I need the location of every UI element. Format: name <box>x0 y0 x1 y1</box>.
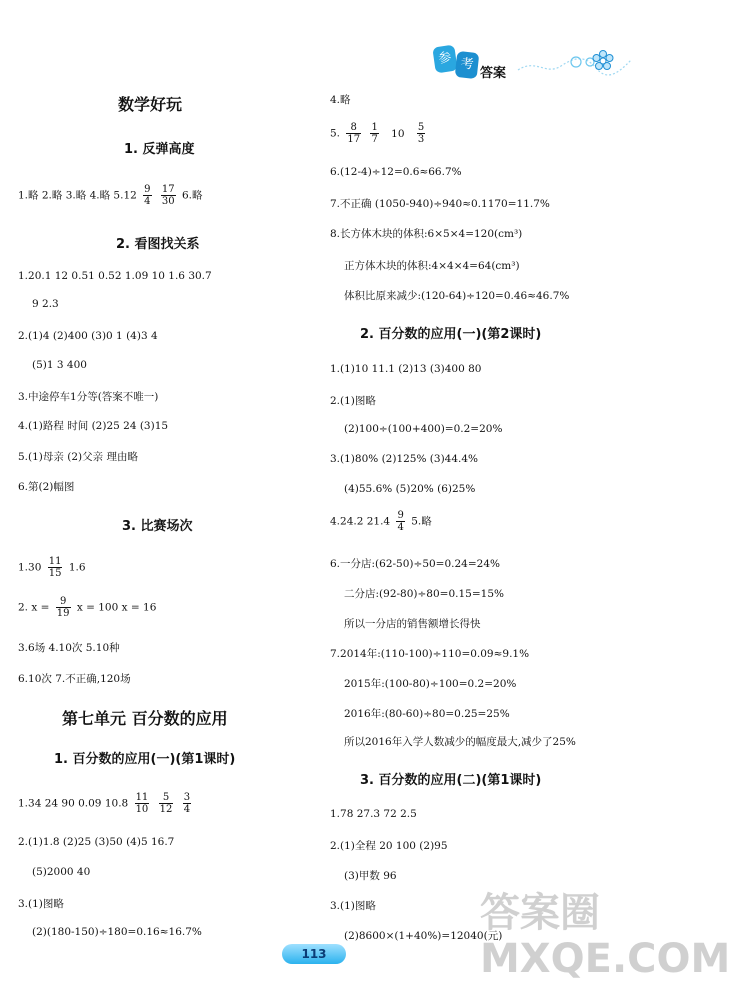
page-number: 113 <box>282 944 346 964</box>
page-header <box>430 44 660 84</box>
answer-line: 6.第(2)幅图 <box>18 481 75 493</box>
fraction <box>56 596 71 619</box>
answer-line <box>330 510 432 533</box>
answer-line: (5)1 3 400 <box>32 359 87 371</box>
answer-text: x = 100 x = 16 <box>76 601 157 614</box>
answer-line: 6.(12-4)÷12=0.6≈66.7% <box>330 166 462 178</box>
answer-line: 3.(1)图略 <box>18 898 64 910</box>
answer-line: 所以一分店的销售额增长得快 <box>344 618 481 630</box>
answer-line <box>18 184 202 207</box>
numerator: 11 <box>135 792 149 803</box>
answer-text: 2. x = <box>18 601 50 614</box>
denominator: 30 <box>161 196 175 207</box>
answer-line: (5)2000 40 <box>32 866 91 878</box>
answer-line <box>18 792 194 815</box>
answer-line: 8.长方体木块的体积:6×5×4=120(cm³) <box>330 228 523 240</box>
answer-text: 1.34 24 90 0.09 10.8 <box>18 797 129 810</box>
answer-line: (2)(180-150)÷180=0.16≈16.7% <box>32 926 202 938</box>
flower-icon <box>592 50 614 72</box>
answer-line: 所以2016年入学人数减少的幅度最大,减少了25% <box>344 736 576 748</box>
fraction <box>346 122 361 145</box>
swirl-decoration-icon <box>516 48 636 78</box>
answer-line: (2)100÷(100+400)=0.2=20% <box>344 423 503 435</box>
denominator: 7 <box>371 134 378 145</box>
answer-text: 5.略 <box>411 515 432 528</box>
numerator: 1 <box>371 122 378 133</box>
fraction <box>370 122 378 145</box>
answer-line: 1.78 27.3 72 2.5 <box>330 808 417 820</box>
answer-text: 1.略 2.略 3.略 4.略 5.12 <box>18 189 137 202</box>
answer-line: 6.一分店:(62-50)÷50=0.24=24% <box>330 558 500 570</box>
answer-line: 5.(1)母亲 (2)父亲 理由略 <box>18 451 138 463</box>
answer-line: 2.(1)1.8 (2)25 (3)50 (4)5 16.7 <box>18 836 175 848</box>
numerator: 11 <box>48 556 62 567</box>
answer-line: 2015年:(100-80)÷100=0.2=20% <box>344 678 517 690</box>
section-title-math-fun: 数学好玩 <box>118 95 183 114</box>
fraction <box>183 792 191 815</box>
answer-line: 1.(1)10 11.1 (2)13 (3)400 80 <box>330 363 482 375</box>
denominator: 4 <box>144 196 151 207</box>
answer-line <box>330 122 428 145</box>
answer-line: 3.中途停车1分等(答案不唯一) <box>18 391 159 403</box>
numerator: 3 <box>183 792 191 803</box>
answer-line: (4)55.6% (5)20% (6)25% <box>344 483 476 495</box>
fraction <box>135 792 150 815</box>
answer-text: 1.30 <box>18 561 42 574</box>
denominator: 4 <box>397 522 404 533</box>
denominator: 17 <box>347 134 361 145</box>
numerator: 17 <box>161 184 175 195</box>
section-heading-percent-app-1: 1. 百分数的应用(一)(第1课时) <box>54 752 236 767</box>
answer-line: 3.(1)80% (2)125% (3)44.4% <box>330 453 479 465</box>
answer-line: 体积比原来减少:(120-64)÷120=0.46≈46.7% <box>344 290 570 302</box>
header-badge-1: 参 <box>432 45 457 74</box>
answer-text: 1.6 <box>68 561 86 574</box>
section-heading-match-count: 3. 比赛场次 <box>122 519 193 534</box>
answer-line: 6.10次 7.不正确,120场 <box>18 673 131 685</box>
fraction <box>396 510 404 533</box>
answer-text: 5. <box>330 127 341 140</box>
answer-text: 4.24.2 21.4 <box>330 515 391 528</box>
fraction <box>159 792 174 815</box>
answer-line <box>18 596 156 619</box>
fraction <box>161 184 176 207</box>
numerator: 5 <box>417 122 425 133</box>
numerator: 9 <box>397 510 404 521</box>
header-badge-2: 考 <box>455 51 480 79</box>
denominator: 12 <box>159 804 173 815</box>
denominator: 3 <box>417 134 425 145</box>
answer-text: 10 <box>391 127 405 140</box>
answer-line: (3)甲数 96 <box>344 870 397 882</box>
section-heading-graph-relations: 2. 看图找关系 <box>116 237 200 252</box>
answer-line: 3.(1)图略 <box>330 900 376 912</box>
numerator: 8 <box>346 122 361 134</box>
numerator: 9 <box>144 184 151 195</box>
denominator: 4 <box>183 804 191 815</box>
header-title: 答案 <box>480 66 507 81</box>
answer-line: 2.(1)图略 <box>330 395 376 407</box>
fraction <box>48 556 63 579</box>
numerator: 5 <box>159 792 174 804</box>
answer-line: 4.略 <box>330 94 351 106</box>
answer-line: 2.(1)全程 20 100 (2)95 <box>330 840 448 852</box>
fraction <box>417 122 425 145</box>
fraction <box>143 184 151 207</box>
answer-line: 3.6场 4.10次 5.10种 <box>18 642 120 654</box>
numerator: 9 <box>56 596 71 608</box>
answer-line: 二分店:(92-80)÷80=0.15=15% <box>344 588 504 600</box>
section-heading-bounce-height: 1. 反弹高度 <box>124 142 195 157</box>
answer-line: (2)8600×(1+40%)=12040(元) <box>344 930 503 942</box>
unit-title: 第七单元 百分数的应用 <box>62 709 228 728</box>
answer-line: 7.2014年:(110-100)÷110=0.09≈9.1% <box>330 648 530 660</box>
section-heading-percent-app-2: 2. 百分数的应用(一)(第2课时) <box>360 327 542 342</box>
denominator: 15 <box>48 568 62 579</box>
answer-line <box>18 556 86 579</box>
answer-line: 7.不正确 (1050-940)÷940≈0.1170=11.7% <box>330 198 550 210</box>
watermark-logo: 答案圈 MXQE.COM <box>480 890 730 982</box>
answer-text: 6.略 <box>181 189 203 202</box>
answer-line: 正方体木块的体积:4×4×4=64(cm³) <box>344 260 520 272</box>
answer-line: 2.(1)4 (2)400 (3)0 1 (4)3 4 <box>18 330 158 342</box>
denominator: 10 <box>135 804 149 815</box>
denominator: 19 <box>56 608 70 619</box>
section-heading-percent-app-3: 3. 百分数的应用(二)(第1课时) <box>360 773 542 788</box>
answer-line: 2016年:(80-60)÷80=0.25=25% <box>344 708 510 720</box>
answer-line: 4.(1)路程 时间 (2)25 24 (3)15 <box>18 420 169 432</box>
answer-line: 9 2.3 <box>32 298 59 310</box>
answer-line: 1.20.1 12 0.51 0.52 1.09 10 1.6 30.7 <box>18 270 212 282</box>
